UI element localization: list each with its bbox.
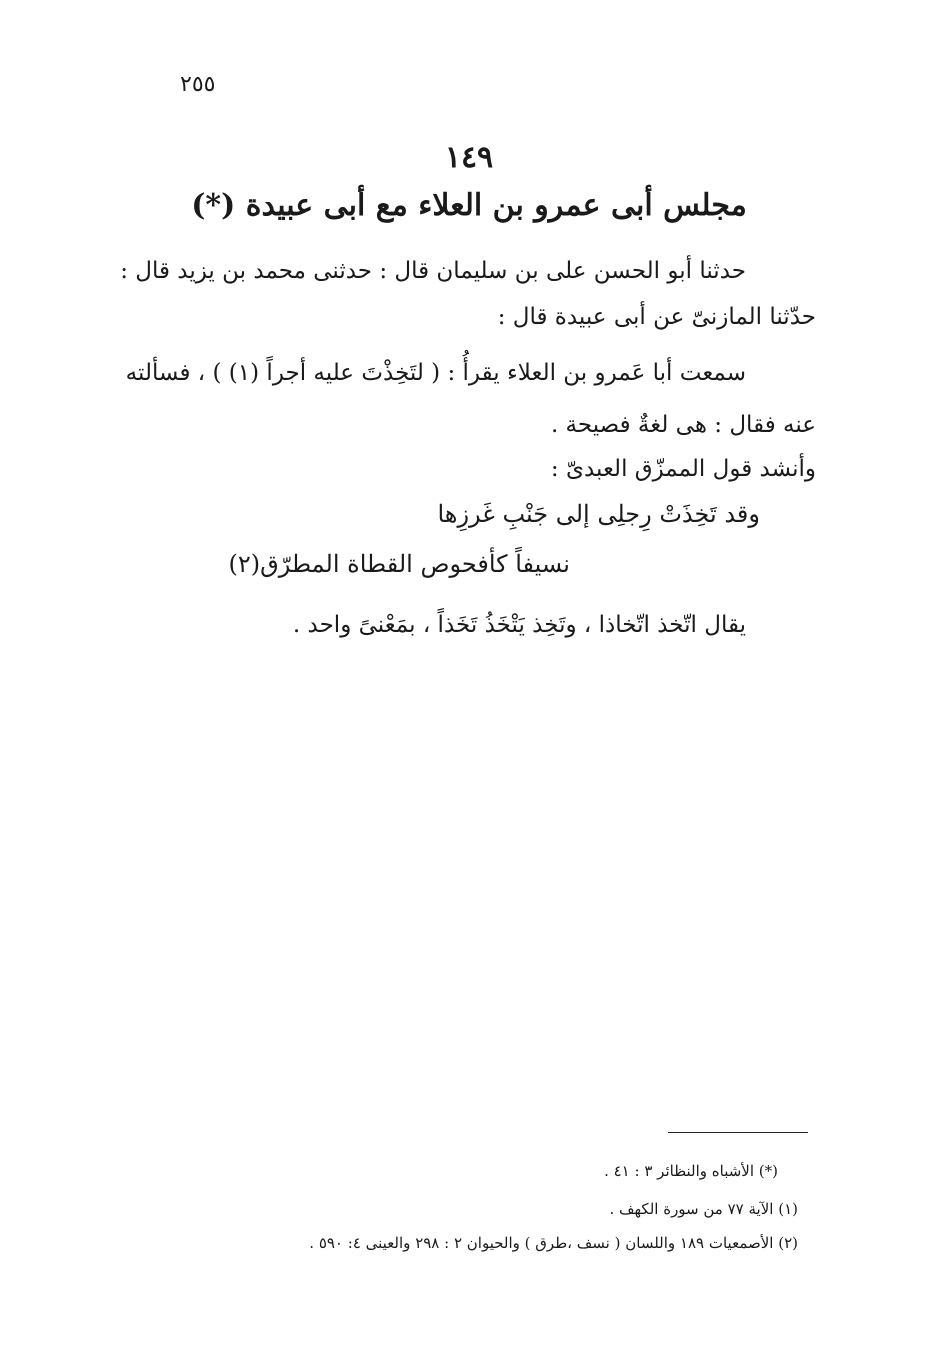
footnote-star: (*) الأشباه والنظائر ٣ : ٤١ . — [604, 1162, 778, 1180]
text-line-3: وأنشد قول الممزّق العبدىّ : — [550, 456, 816, 482]
section-title: مجلس أبى عمرو بن العلاء مع أبى عبيدة (*) — [191, 188, 747, 223]
text-line-1: سمعت أبا عَمرو بن العلاء يقرأُ : ( لتَخِذْتَ عليه أجراً (١) ) ، فسألته — [125, 360, 746, 386]
text-line-2: عنه فقال : هى لغةٌ فصيحة . — [550, 412, 816, 438]
isnad-line-1: حدثنا أبو الحسن على بن سليمان قال : حدثنى محمد بن يزيد قال : — [120, 258, 746, 284]
verse-line-2: نسيفاً كأفحوص القطاة المطرّق(٢) — [228, 550, 570, 578]
verse-line-1: وقد تَخِذَتْ رِجلِى إلى جَنْبِ غَرزِها — [437, 500, 760, 528]
closing-line: يقال اتّخذ اتّخاذا ، وتَخِذ يَتْخَذُ تَخَذاً ، بمَعْنىً واحد . — [292, 612, 746, 638]
entry-number: ١٤٩ — [444, 140, 494, 175]
footnote-1: (١) الآية ٧٧ من سورة الكهف . — [609, 1200, 798, 1218]
isnad-line-2: حدّثنا المازنىّ عن أبى عبيدة قال : — [497, 304, 816, 330]
footnote-2: (٢) الأصمعيات ١٨٩ واللسان ( نسف ،طرق ) والحيوان ٢ : ٢٩٨ والعينى ٤: ٥٩٠ . — [309, 1234, 798, 1252]
page-number: ٢٥٥ — [180, 72, 216, 97]
footnote-divider — [668, 1132, 808, 1133]
